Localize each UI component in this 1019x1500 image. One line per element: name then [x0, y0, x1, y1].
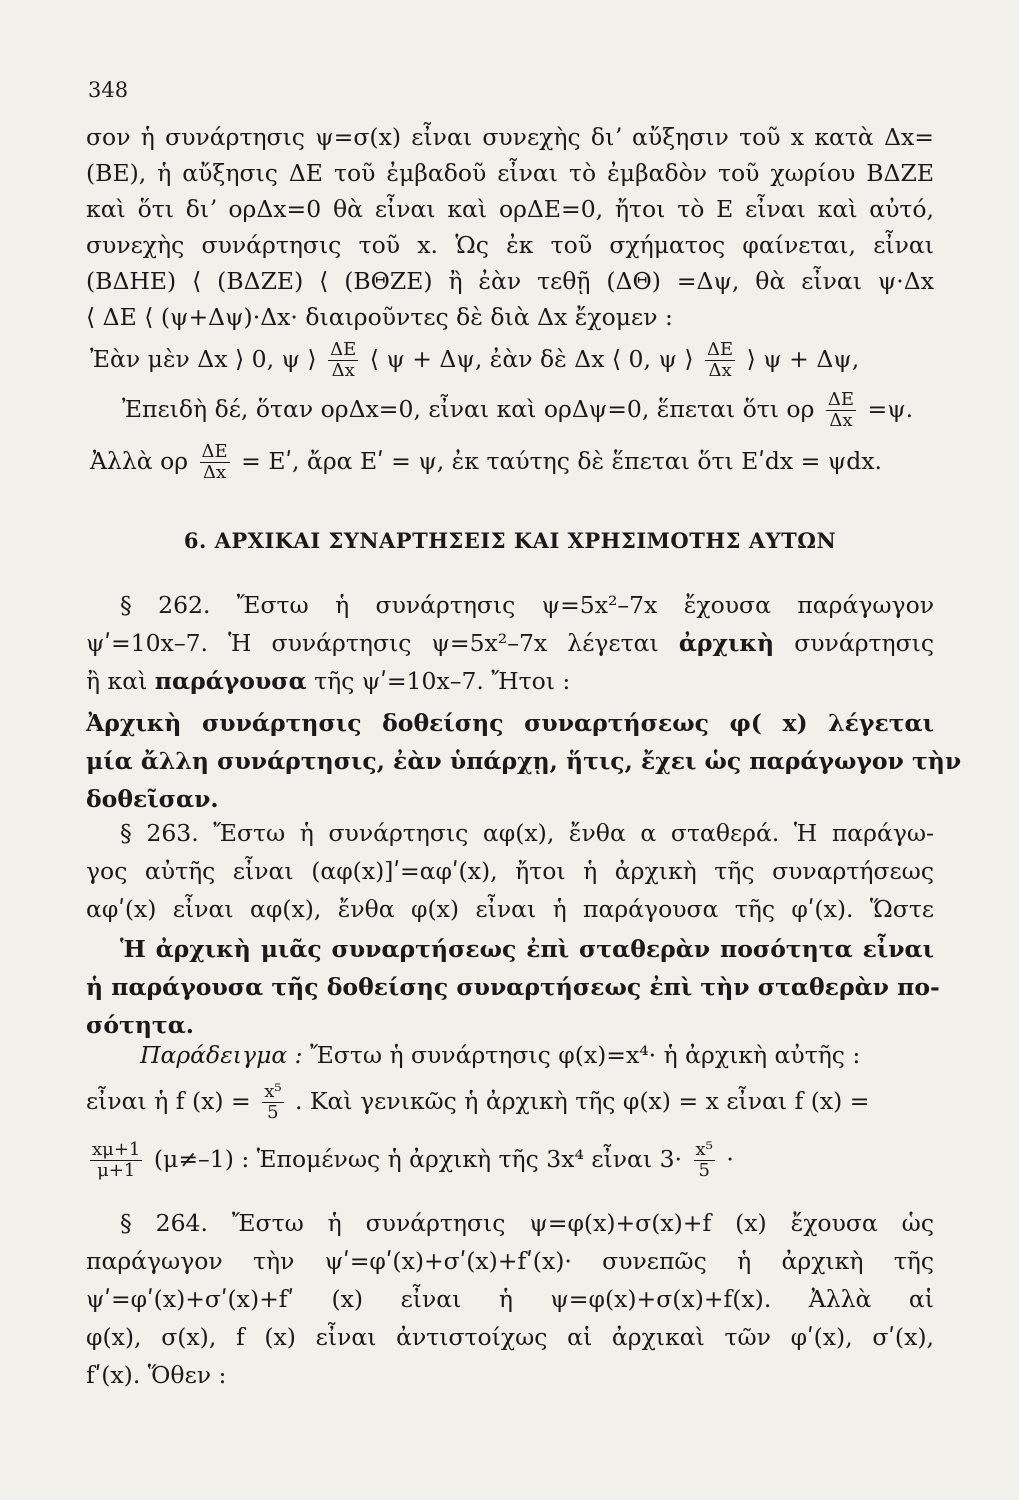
fraction-numerator: x⁵ — [264, 1081, 282, 1102]
fraction — [90, 1140, 142, 1181]
fraction-numerator: ΔΕ — [827, 389, 855, 410]
text-line: φ(x), σ(x), f (x) εἶναι ἀντιστοίχως αἱ ἀρχικαὶ τῶν φʹ(x), σʹ(x), — [86, 1323, 934, 1351]
text-span: Ἔστω ἡ συνάρτησις φ(x)=x⁴· ἡ ἀρχικὴ αὐτῆς : — [302, 1041, 861, 1069]
fraction — [694, 1140, 715, 1181]
text-line: ψʹ=φʹ(x)+σʹ(x)+fʹ (x) εἶναι ἡ ψ=φ(x)+σ(x)+f(x). Ἀλλὰ αἱ — [86, 1285, 934, 1313]
fraction-numerator: ΔΕ — [707, 339, 734, 360]
eq-text: = Εʹ, ἄρα Εʹ = ψ, ἐκ ταύτης δὲ ἕπεται ὅτι Εʹdx = ψdx. — [241, 447, 882, 475]
equation-line — [122, 390, 913, 431]
eq-text: Ἐπειδὴ δέ, ὅταν ορΔx=0, εἶναι καὶ ορΔψ=0, ἕπεται ὅτι ορ — [122, 395, 815, 423]
text-line: (ΒΕ), ἡ αὔξησις ΔΕ τοῦ ἐμβαδοῦ εἶναι τὸ ἐμβαδὸν τοῦ χωρίου ΒΔΖΕ — [86, 159, 934, 187]
text-span: ἢ καὶ — [86, 667, 155, 695]
eq-text: Ἀλλὰ ορ — [90, 447, 189, 475]
text-span: τῆς ψʹ=10x–7. Ἤτοι : — [306, 667, 571, 695]
fraction-denominator: 5 — [267, 1102, 279, 1123]
text-line: καὶ ὅτι διʼ ορΔx=0 θὰ εἶναι καὶ ορΔΕ=0, ἤτοι τὸ Ε εἶναι καὶ αὐτό, — [86, 195, 934, 223]
rule-line: ἡ παράγουσα τῆς δοθείσης συναρτήσεως ἐπὶ τὴν σταθερὰν πο- — [86, 973, 940, 1001]
equation-line — [86, 1082, 869, 1123]
text-line — [86, 628, 934, 658]
fraction-denominator: 5 — [698, 1160, 710, 1181]
bold-term: παράγουσα — [154, 667, 307, 695]
text-line: γος αὐτῆς εἶναι (αφ(x)]ʹ=αφʹ(x), ἤτοι ἡ ἀρχικὴ τῆς συναρτήσεως — [86, 857, 934, 885]
fraction-numerator: xμ+1 — [92, 1139, 141, 1160]
example-label: Παράδειγμα : — [140, 1041, 303, 1069]
text-line — [140, 1040, 860, 1070]
text-line: σον ἡ συνάρτησις ψ=σ(x) εἶναι συνεχὴς διʼ αὔξησιν τοῦ x κατὰ Δx= — [86, 123, 934, 151]
equation-line — [86, 1140, 734, 1181]
text-line: § 262. Ἔστω ἡ συνάρτησις ψ=5x²–7x ἔχουσα παράγωγον — [120, 591, 934, 619]
eq-text: =ψ. — [867, 395, 914, 423]
eq-text: Ἐὰν μὲν Δx ⟩ 0, ψ ⟩ — [90, 345, 317, 373]
rule-line: Ἡ ἀρχικὴ μιᾶς συναρτήσεως ἐπὶ σταθερὰν ποσότητα εἶναι — [120, 935, 934, 963]
text-line: § 263. Ἔστω ἡ συνάρτησις αφ(x), ἔνθα α σταθερά. Ἡ παράγω- — [120, 819, 934, 847]
text-line: ⟨ ΔΕ ⟨ (ψ+Δψ)·Δx· διαιροῦντες δὲ διὰ Δx ἔχομεν : — [86, 303, 673, 331]
fraction-denominator: μ+1 — [97, 1160, 136, 1181]
page-number: 348 — [88, 78, 129, 102]
fraction-denominator: Δx — [331, 360, 355, 381]
fraction — [705, 340, 735, 381]
definition-line: δοθεῖσαν. — [86, 785, 219, 813]
eq-text: ⟩ ψ + Δψ, — [746, 345, 860, 373]
section-heading: 6. ΑΡΧΙΚΑΙ ΣΥΝΑΡΤΗΣΕΙΣ ΚΑΙ ΧΡΗΣΙΜΟΤΗΣ ΑΥΤΩΝ — [183, 528, 837, 553]
fraction-denominator: Δx — [829, 410, 853, 431]
fraction-numerator: ΔΕ — [330, 339, 357, 360]
fraction — [262, 1082, 283, 1123]
fraction — [200, 442, 230, 483]
text-line — [86, 666, 570, 696]
text-line: παράγωγον τὴν ψʹ=φʹ(x)+σʹ(x)+fʹ(x)· συνεπῶς ἡ ἀρχικὴ τῆς — [86, 1247, 934, 1275]
text-span: συνάρτησις — [774, 629, 935, 657]
eq-text: (μ≠–1) : Ἑπομένως ἡ ἀρχικὴ τῆς 3x⁴ εἶναι 3· — [153, 1145, 683, 1173]
text-line: (ΒΔΗΕ) ⟨ (ΒΔΖΕ) ⟨ (ΒΘΖΕ) ἢ ἐὰν τεθῇ (ΔΘ) =Δψ, θὰ εἶναι ψ·Δx — [86, 267, 934, 295]
definition-line: Ἀρχικὴ συνάρτησις δοθείσης συναρτήσεως φ( x) λέγεται — [86, 709, 934, 737]
fraction — [826, 390, 856, 431]
text-line: § 264. Ἔστω ἡ συνάρτησις ψ=φ(x)+σ(x)+f (x) ἔχουσα ὡς — [120, 1209, 934, 1237]
fraction-numerator: ΔΕ — [201, 441, 228, 462]
fraction-denominator: Δx — [203, 462, 227, 483]
definition-line: μία ἄλλη συνάρτησις, ἐὰν ὑπάρχῃ, ἥτις, ἔχει ὡς παράγωγον τὴν — [86, 747, 962, 775]
fraction-numerator: x⁵ — [695, 1139, 713, 1160]
text-line: fʹ(x). Ὅθεν : — [86, 1361, 227, 1389]
fraction — [328, 340, 358, 381]
equation-line — [90, 442, 882, 483]
fraction-denominator: Δx — [708, 360, 732, 381]
bold-term: ἀρχικὴ — [678, 629, 775, 657]
rule-line: σότητα. — [86, 1011, 194, 1039]
eq-text: εἶναι ἡ f (x) = — [86, 1087, 251, 1115]
text-span: ψʹ=10x–7. Ἡ συνάρτησις ψ=5x²–7x λέγεται — [86, 629, 679, 657]
text-line: αφʹ(x) εἶναι αφ(x), ἔνθα φ(x) εἶναι ἡ παράγουσα τῆς φʹ(x). Ὥστε — [86, 895, 934, 923]
eq-text: ⟨ ψ + Δψ, ἐὰν δὲ Δx ⟨ 0, ψ ⟩ — [369, 345, 694, 373]
eq-text: · — [726, 1145, 734, 1173]
equation-line — [90, 340, 859, 381]
text-line: συνεχὴς συνάρτησις τοῦ x. Ὡς ἐκ τοῦ σχήματος φαίνεται, εἶναι — [86, 231, 934, 259]
eq-text: . Καὶ γενικῶς ἡ ἀρχικὴ τῆς φ(x) = x εἶναι f (x) = — [295, 1087, 870, 1115]
